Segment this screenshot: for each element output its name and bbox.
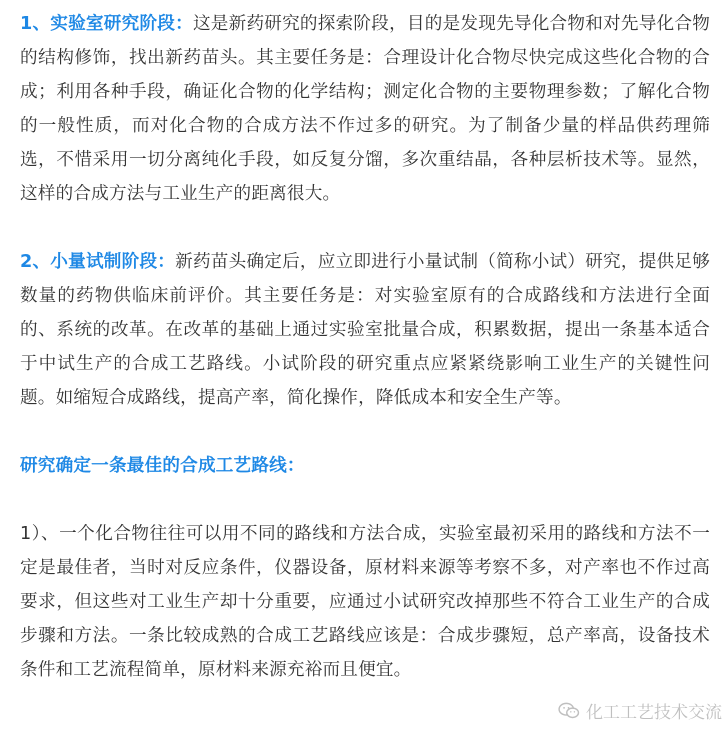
section-body-small-scale-trial: 新药苗头确定后，应立即进行小量试制（简称小试）研究，提供足够数量的药物供临床前评价。其主要任务是：对实验室原有的合成路线和方法进行全面的、系统的改革。在改革的基础上通过实验室批量合成，积累数据，提出一条基本适合于中试生产的合成工艺路线。小试阶段的研究重点应紧紧绕影响工业生产的关键性问题。如缩短合成路线，提高产率，简化操作，降低成本和安全生产等。	[20, 252, 710, 408]
section-body-lab-research: 这是新药研究的探索阶段，目的是发现先导化合物和对先导化合物的结构修饰，找出新药苗头。其主要任务是：合理设计化合物尽快完成这些化合物的合成；利用各种手段，确证化合物的化学结构；测定化合物的主要物理参数；了解化合物的一般性质，而对化合物的合成方法不作过多的研究。为了制备少量的样品供药理筛选，不惜采用一切分离纯化手段，如反复分馏，多次重结晶，各种层析技术等。显然，这样的合成方法与工业生产的距离很大。	[20, 14, 710, 204]
wechat-icon	[558, 702, 580, 720]
section-lead-lab-research: 1、实验室研究阶段：	[20, 14, 193, 34]
section-lead-small-scale-trial: 2、小量试制阶段：	[20, 252, 176, 272]
watermark	[558, 698, 722, 723]
section-body-route-selection: 1）、一个化合物往往可以用不同的路线和方法合成，实验室最初采用的路线和方法不一定是最佳者，当时对反应条件，仪器设备，原材料来源等考察不多，对产率也不作过高要求，但这些对工业生产却十分重要，应通过小试研究改掉那些不符合工业生产的合成步骤和方法。一条比较成熟的合成工艺路线应该是：合成步骤短，总产率高，设备技术条件和工艺流程简单，原材料来源充裕而且便宜。	[20, 524, 710, 680]
paragraph-lab-research	[20, 0, 710, 211]
paragraph-route-selection	[20, 517, 710, 687]
article	[20, 0, 710, 687]
watermark-text: 化工工艺技术交流	[586, 703, 722, 723]
paragraph-small-scale-trial	[20, 245, 710, 415]
section-heading-optimal-route: 研究确定一条最佳的合成工艺路线：	[20, 456, 305, 476]
